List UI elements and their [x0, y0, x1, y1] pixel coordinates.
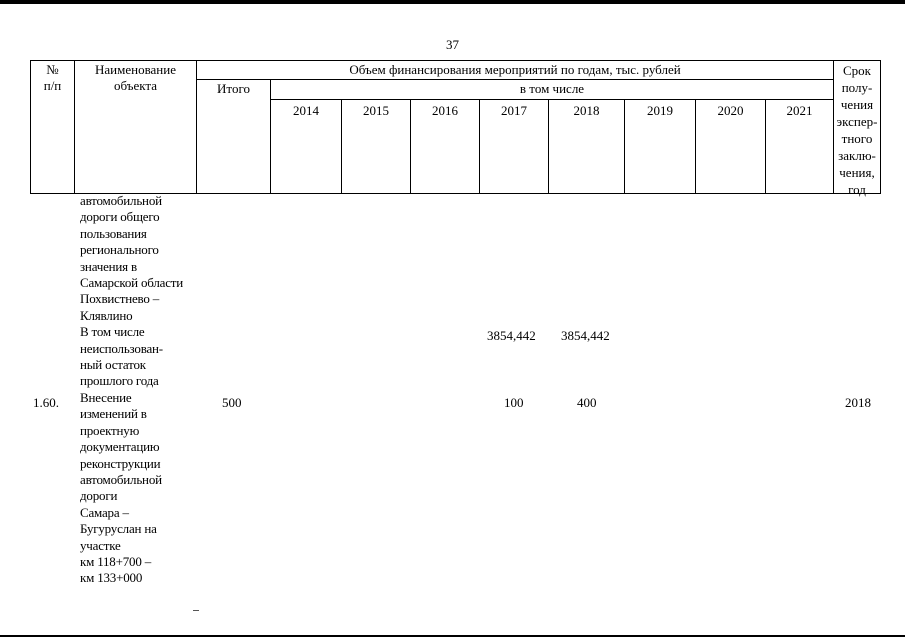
- continuation-name-line: прошлого года: [80, 373, 159, 389]
- header-deadline-line: заклю-: [838, 148, 876, 163]
- header-year-2020: 2020: [717, 103, 744, 118]
- header-deadline-line: экспер-: [836, 114, 878, 129]
- row-value-2018: 400: [577, 395, 597, 410]
- row-deadline: 2018: [845, 395, 871, 410]
- header-number-col: [31, 62, 74, 94]
- bottom-scan-edge: [0, 635, 905, 637]
- header-deadline-line: год: [848, 182, 866, 197]
- continuation-name-line: дороги общего: [80, 209, 160, 225]
- header-number-line2: п/п: [43, 78, 62, 93]
- header-year-2017: 2017: [501, 103, 527, 118]
- row-name-line: документацию: [80, 439, 160, 455]
- header-year-2021: 2021: [786, 103, 813, 118]
- header-year-2016: 2016: [432, 103, 458, 118]
- row-name-line: Бугуруслан на: [80, 521, 157, 537]
- header-deadline-line: тного: [841, 131, 873, 146]
- row-name-line: км 118+700 –: [80, 553, 151, 569]
- continuation-name-line: Самарской области: [80, 275, 184, 291]
- header-year-2014: 2014: [293, 103, 319, 118]
- header-name-col: [75, 62, 196, 94]
- top-scan-edge: [0, 0, 905, 4]
- header-deadline-line: чения,: [839, 165, 875, 180]
- scan-artifact: [193, 610, 199, 611]
- row-number: 1.60.: [33, 395, 59, 410]
- row-name-line: Самара –: [80, 504, 129, 520]
- continuation-name-line: автомобильной: [80, 193, 162, 208]
- row-name-line: Внесение: [80, 389, 132, 405]
- header-deadline-line: чения: [840, 97, 874, 112]
- row-total: 500: [222, 395, 242, 410]
- row-name-line: участке: [80, 537, 121, 553]
- page-number: 37: [446, 37, 459, 52]
- header-deadline-line: Срок: [843, 63, 871, 78]
- header-name-line1: Наименование: [95, 62, 176, 77]
- row-name-line: дороги: [80, 488, 118, 504]
- continuation-value-2017: 3854,442: [487, 328, 536, 343]
- object-name-column: [80, 193, 198, 587]
- continuation-name-line: значения в: [80, 258, 137, 274]
- continuation-name-line: Клявлино: [80, 307, 133, 323]
- header-year-2019: 2019: [647, 103, 673, 118]
- continuation-name-line: регионального: [80, 242, 159, 258]
- continuation-value-2018: 3854,442: [561, 328, 610, 343]
- header-year-2018: 2018: [573, 103, 600, 118]
- row-name-line: проектную: [80, 422, 140, 438]
- header-name-line2: объекта: [113, 78, 158, 93]
- header-year-2015: 2015: [363, 103, 389, 118]
- header-financing: Объем финансирования мероприятий по годам, тыс. рублей: [349, 62, 681, 77]
- continuation-name-line: В том числе: [80, 324, 145, 340]
- continuation-name-line: ный остаток: [80, 357, 146, 373]
- row-name-line: изменений в: [80, 406, 147, 422]
- header-number-line1: №: [46, 62, 59, 77]
- header-total: Итого: [217, 81, 250, 96]
- continuation-name-line: неиспользован-: [80, 340, 163, 356]
- header-deadline: [834, 62, 880, 198]
- header-deadline-line: полу-: [841, 80, 873, 95]
- header-including: в том числе: [519, 81, 585, 96]
- row-value-2017: 100: [504, 395, 524, 410]
- continuation-name-line: Похвистнево –: [80, 291, 160, 307]
- row-name-line: км 133+000: [80, 570, 143, 586]
- row-name-line: автомобильной: [80, 471, 162, 487]
- row-name-line: реконструкции: [80, 455, 161, 471]
- continuation-name-line: пользования: [80, 225, 147, 241]
